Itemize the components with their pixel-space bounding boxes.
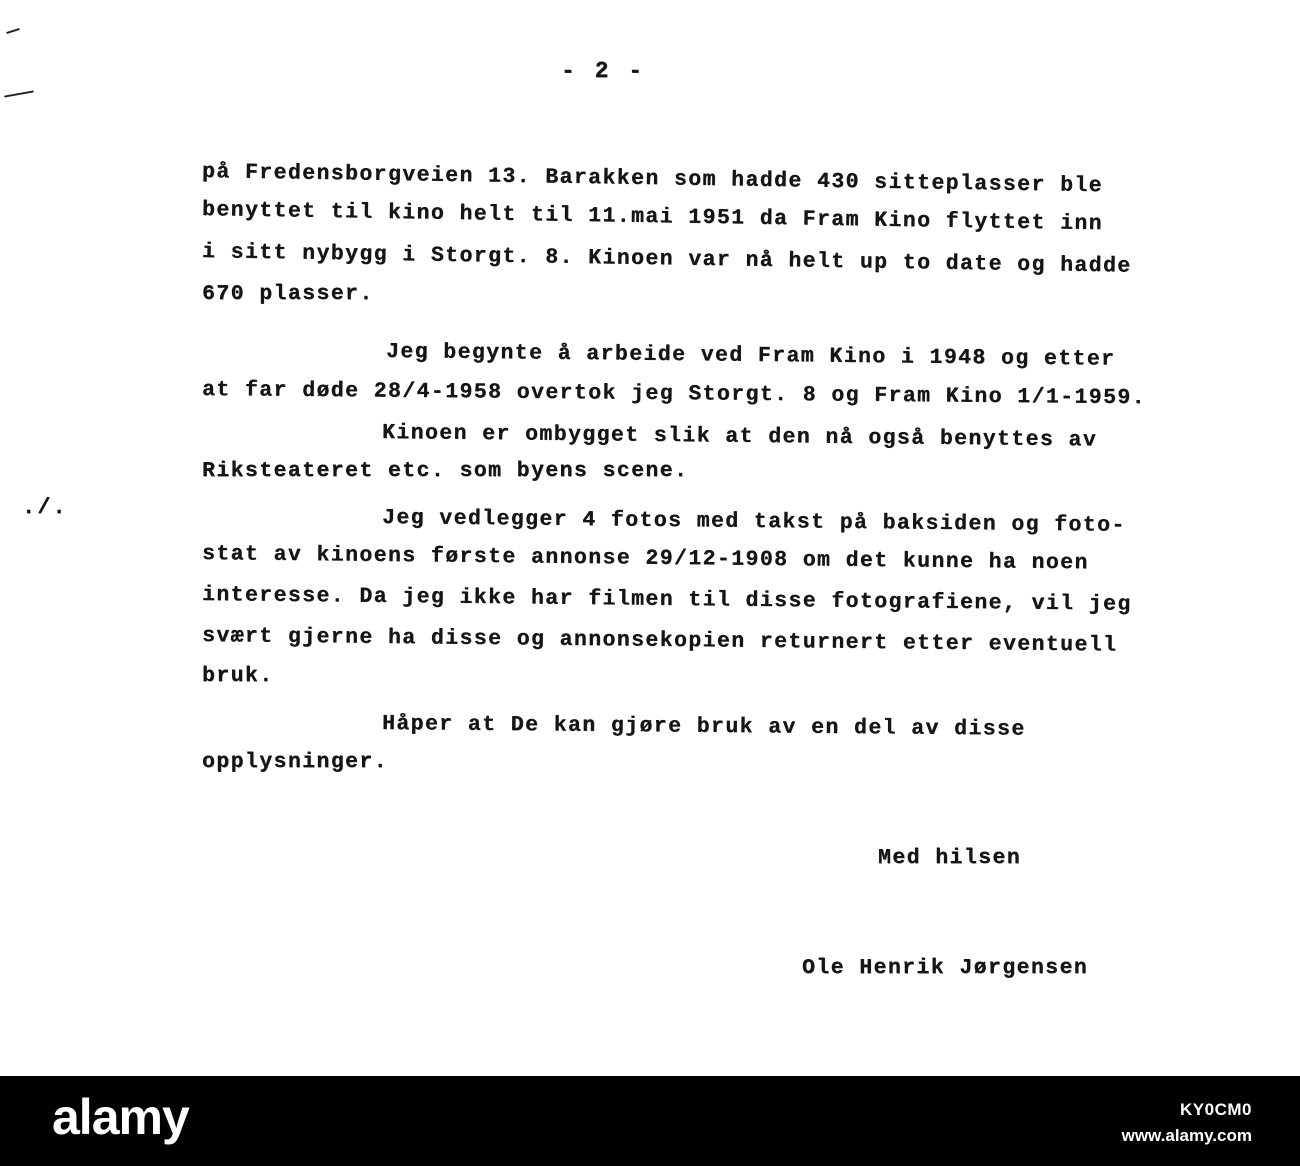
text-line: stat av kinoens første annonse 29/12-1908 om det kunne ha noen xyxy=(201,542,1089,576)
signature-name: Ole Henrik Jørgensen xyxy=(802,956,1089,980)
text-line: Kinoen er ombygget slik at den nå også benyttes av xyxy=(381,421,1098,453)
text-line: at far døde 28/4-1958 overtok jeg Storgt. 8 og Fram Kino 1/1-1959. xyxy=(201,378,1147,411)
scan-smudge xyxy=(6,28,20,34)
site-url: www.alamy.com xyxy=(1121,1126,1252,1145)
alamy-logo: alamy xyxy=(52,1089,189,1145)
text-line: Jeg begynte å arbeide ved Fram Kino i 1948 og etter xyxy=(385,340,1116,372)
image-id: KY0CM0 xyxy=(1180,1100,1252,1119)
continuation-mark: ./. xyxy=(22,495,68,520)
closing: Med hilsen xyxy=(878,846,1022,870)
text-line: 670 plasser. xyxy=(202,282,374,306)
page-number: - 2 - xyxy=(561,58,646,84)
text-line: i sitt nybygg i Storgt. 8. Kinoen var nå helt up to date og hadde xyxy=(201,240,1132,279)
text-line: benyttet til kino helt til 11.mai 1951 da Fram Kino flyttet inn xyxy=(201,198,1104,237)
scan-smudge xyxy=(4,90,34,97)
text-line: Riksteateret etc. som byens scene. xyxy=(202,459,689,483)
watermark-footer xyxy=(0,1076,1300,1166)
text-line: opplysninger. xyxy=(202,750,388,774)
text-line: svært gjerne ha disse og annonsekopien returnert etter eventuell xyxy=(201,624,1118,658)
text-line: Håper at De kan gjøre bruk av en del av disse xyxy=(381,712,1026,742)
text-line: bruk. xyxy=(202,664,274,688)
text-line: Jeg vedlegger 4 fotos med takst på baksiden og foto- xyxy=(381,506,1126,538)
text-line: interesse. Da jeg ikke har filmen til disse fotografiene, vil jeg xyxy=(201,583,1132,617)
text-line: på Fredensborgveien 13. Barakken som hadde 430 sitteplasser ble xyxy=(201,160,1104,199)
